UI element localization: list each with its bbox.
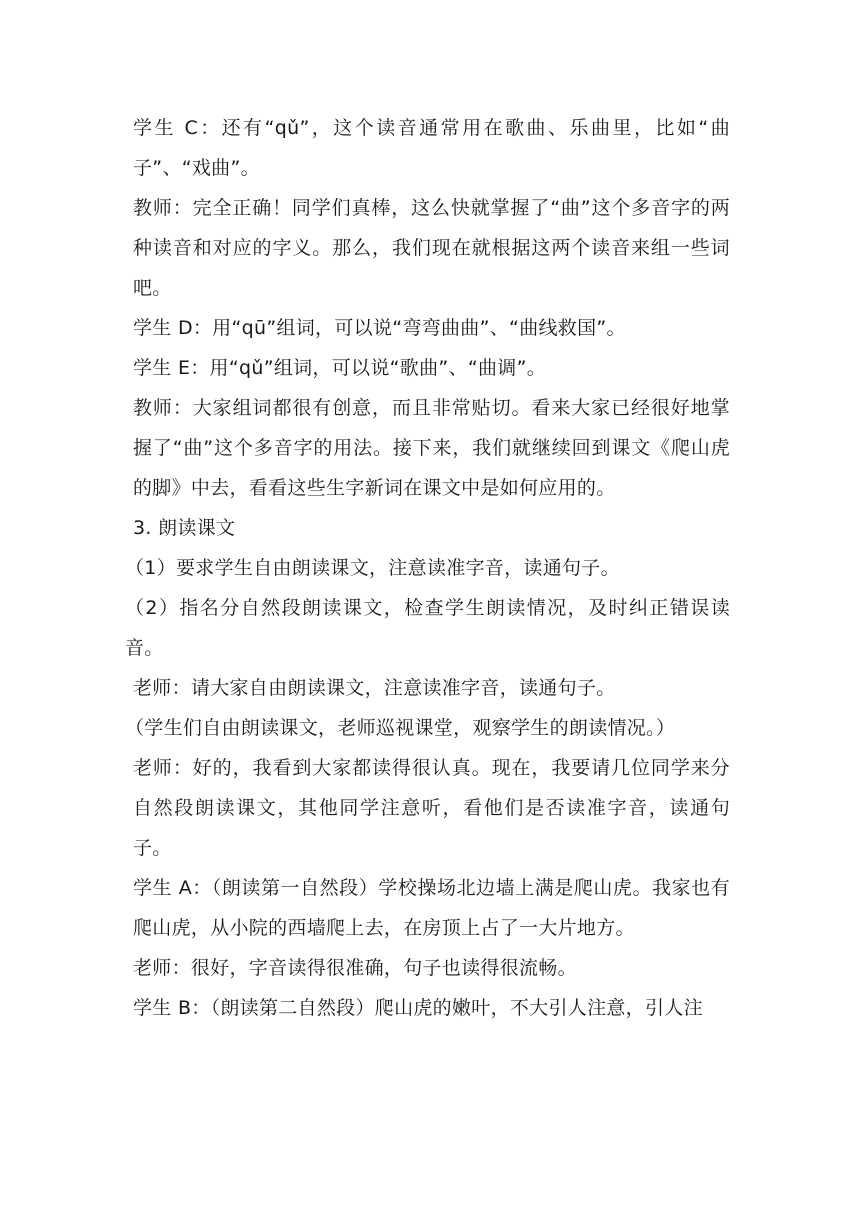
paragraph-student-b: 学生 B：（朗读第二自然段）爬山虎的嫩叶，不大引人注意，引人注: [133, 997, 703, 1019]
paragraph-teacher-2: 教师：大家组词都很有创意，而且非常贴切。看来大家已经很好地掌握了“曲”这个多音字的用法。接下来，我们就继续回到课文《爬山虎的脚》中去，看看这些生字新词在课文中是如何应用的。: [133, 397, 730, 499]
paragraph-student-d: 学生 D：用“qū”组词，可以说“弯弯曲曲”、“曲线救国”。: [133, 317, 626, 339]
paragraph-stage-direction: （学生们自由朗读课文，老师巡视课堂，观察学生的朗读情况。）: [125, 717, 676, 739]
document-body: [125, 108, 730, 1028]
paragraph-student-e: 学生 E：用“qǔ”组词，可以说“歌曲”、“曲调”。: [133, 357, 547, 379]
paragraph-teacher-1: 教师：完全正确！同学们真棒，这么快就掌握了“曲”这个多音字的两种读音和对应的字义。那么，我们现在就根据这两个读音来组一些词吧。: [133, 197, 730, 299]
paragraph-teacher-4: 老师：好的，我看到大家都读得很认真。现在，我要请几位同学来分自然段朗读课文，其他同学注意听，看他们是否读准字音，读通句子。: [133, 757, 730, 859]
paragraph-step-2: （2）指名分自然段朗读课文，检查学生朗读情况，及时纠正错误读音。: [125, 597, 730, 659]
section-heading-reading: 3. 朗读课文: [133, 517, 236, 539]
paragraph-step-1: （1）要求学生自由朗读课文，注意读准字音，读通句子。: [125, 557, 620, 579]
paragraph-teacher-3: 老师：请大家自由朗读课文，注意读准字音，读通句子。: [133, 677, 616, 699]
paragraph-student-a: 学生 A：（朗读第一自然段）学校操场北边墙上满是爬山虎。我家也有爬山虎，从小院的西墙爬上去，在房顶上占了一大片地方。: [133, 877, 730, 939]
paragraph-teacher-5: 老师：很好，字音读得很准确，句子也读得很流畅。: [133, 957, 577, 979]
paragraph-student-c: 学生 C：还有“qǔ”，这个读音通常用在歌曲、乐曲里，比如“曲子”、“戏曲”。: [133, 117, 730, 179]
